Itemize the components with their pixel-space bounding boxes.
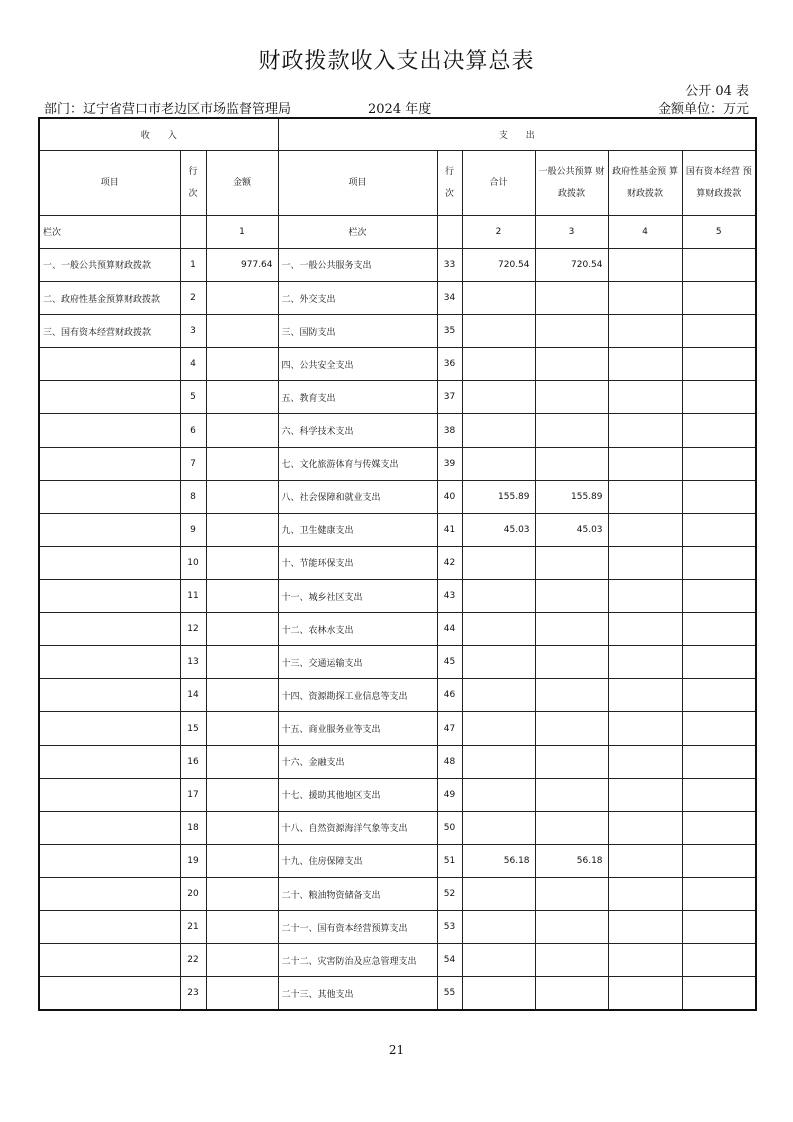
state-capital-cell bbox=[682, 580, 756, 613]
income-item-cell bbox=[39, 778, 180, 811]
gov-fund-cell bbox=[608, 513, 682, 546]
gov-fund-cell bbox=[608, 811, 682, 844]
column-number: 2 bbox=[462, 215, 535, 248]
state-capital-cell bbox=[682, 844, 756, 877]
expense-total-cell bbox=[462, 911, 535, 944]
income-amount-cell bbox=[206, 911, 278, 944]
expense-row-no-cell: 46 bbox=[437, 679, 462, 712]
income-item-cell bbox=[39, 546, 180, 579]
gov-fund-cell bbox=[608, 348, 682, 381]
income-amount-cell bbox=[206, 282, 278, 315]
state-capital-cell bbox=[682, 911, 756, 944]
gov-fund-cell bbox=[608, 878, 682, 911]
gov-fund-cell bbox=[608, 679, 682, 712]
fiscal-appropriation-table bbox=[38, 117, 757, 1011]
income-section-header: 收 入 bbox=[39, 118, 278, 150]
column-blank-cell bbox=[180, 215, 206, 248]
general-budget-cell: 155.89 bbox=[535, 480, 608, 513]
state-capital-header: 国有资本经营 预算财政拨款 bbox=[682, 150, 756, 215]
income-amount-cell bbox=[206, 315, 278, 348]
general-budget-cell bbox=[535, 778, 608, 811]
income-item-cell bbox=[39, 944, 180, 977]
table-row bbox=[39, 944, 756, 977]
general-budget-cell bbox=[535, 546, 608, 579]
state-capital-cell bbox=[682, 414, 756, 447]
state-capital-cell bbox=[682, 878, 756, 911]
expense-total-cell bbox=[462, 679, 535, 712]
income-row-no-cell: 20 bbox=[180, 878, 206, 911]
income-row-no-cell: 23 bbox=[180, 977, 206, 1010]
income-amount-cell bbox=[206, 447, 278, 480]
general-budget-cell: 56.18 bbox=[535, 844, 608, 877]
expense-total-cell bbox=[462, 580, 535, 613]
gov-fund-cell bbox=[608, 480, 682, 513]
expense-total-cell bbox=[462, 944, 535, 977]
expense-total-cell bbox=[462, 613, 535, 646]
expense-row-no-cell: 38 bbox=[437, 414, 462, 447]
gov-fund-cell bbox=[608, 844, 682, 877]
gov-fund-cell bbox=[608, 646, 682, 679]
expense-item-cell: 七、文化旅游体育与传媒支出 bbox=[278, 447, 437, 480]
income-item-cell: 二、政府性基金预算财政拨款 bbox=[39, 282, 180, 315]
general-budget-cell bbox=[535, 944, 608, 977]
gov-fund-header: 政府性基金预 算财政拨款 bbox=[608, 150, 682, 215]
expense-row-no-cell: 55 bbox=[437, 977, 462, 1010]
table-row bbox=[39, 282, 756, 315]
general-budget-cell bbox=[535, 447, 608, 480]
expense-row-no-cell: 45 bbox=[437, 646, 462, 679]
expense-total-cell: 56.18 bbox=[462, 844, 535, 877]
state-capital-cell bbox=[682, 546, 756, 579]
expense-total-cell bbox=[462, 878, 535, 911]
table-row bbox=[39, 580, 756, 613]
general-budget-cell bbox=[535, 679, 608, 712]
expense-row-no-cell: 49 bbox=[437, 778, 462, 811]
expense-row-no-cell: 33 bbox=[437, 248, 462, 281]
expense-row-no-cell: 44 bbox=[437, 613, 462, 646]
gov-fund-cell bbox=[608, 282, 682, 315]
expense-item-cell: 四、公共安全支出 bbox=[278, 348, 437, 381]
income-item-header: 项目 bbox=[39, 150, 180, 215]
general-budget-cell bbox=[535, 613, 608, 646]
table-row bbox=[39, 878, 756, 911]
income-amount-cell bbox=[206, 712, 278, 745]
table-row bbox=[39, 911, 756, 944]
gov-fund-cell bbox=[608, 315, 682, 348]
income-amount-cell bbox=[206, 513, 278, 546]
income-item-cell bbox=[39, 911, 180, 944]
expense-total-cell bbox=[462, 282, 535, 315]
column-number-row bbox=[39, 215, 756, 248]
expense-item-cell: 八、社会保障和就业支出 bbox=[278, 480, 437, 513]
table-row bbox=[39, 646, 756, 679]
table-row bbox=[39, 447, 756, 480]
expense-row-no-cell: 40 bbox=[437, 480, 462, 513]
expense-total-cell bbox=[462, 977, 535, 1010]
gov-fund-cell bbox=[608, 778, 682, 811]
table-row bbox=[39, 348, 756, 381]
state-capital-cell bbox=[682, 447, 756, 480]
general-budget-cell bbox=[535, 646, 608, 679]
expense-item-cell: 十一、城乡社区支出 bbox=[278, 580, 437, 613]
expense-item-cell: 九、卫生健康支出 bbox=[278, 513, 437, 546]
amount-unit: 金额单位：万元 bbox=[657, 102, 749, 117]
expense-item-cell: 二十、粮油物资储备支出 bbox=[278, 878, 437, 911]
income-amount-cell bbox=[206, 679, 278, 712]
expense-item-cell: 十五、商业服务业等支出 bbox=[278, 712, 437, 745]
general-budget-cell: 45.03 bbox=[535, 513, 608, 546]
income-item-cell bbox=[39, 646, 180, 679]
income-row-no-cell: 14 bbox=[180, 679, 206, 712]
table-row bbox=[39, 712, 756, 745]
expense-total-cell bbox=[462, 646, 535, 679]
form-number: 公开 04 表 bbox=[685, 84, 749, 99]
gov-fund-cell bbox=[608, 381, 682, 414]
state-capital-cell bbox=[682, 282, 756, 315]
table-row bbox=[39, 778, 756, 811]
general-budget-cell bbox=[535, 348, 608, 381]
table-row bbox=[39, 613, 756, 646]
income-row-no-cell: 5 bbox=[180, 381, 206, 414]
table-row bbox=[39, 679, 756, 712]
state-capital-cell bbox=[682, 613, 756, 646]
general-budget-cell bbox=[535, 745, 608, 778]
income-item-cell bbox=[39, 811, 180, 844]
general-budget-cell bbox=[535, 712, 608, 745]
income-amount-cell bbox=[206, 546, 278, 579]
income-amount-cell bbox=[206, 944, 278, 977]
income-row-no-cell: 7 bbox=[180, 447, 206, 480]
expense-total-cell bbox=[462, 414, 535, 447]
table-row bbox=[39, 546, 756, 579]
income-item-cell: 三、国有资本经营财政拨款 bbox=[39, 315, 180, 348]
expense-row-no-cell: 51 bbox=[437, 844, 462, 877]
expense-item-cell: 三、国防支出 bbox=[278, 315, 437, 348]
expense-total-cell: 720.54 bbox=[462, 248, 535, 281]
state-capital-cell bbox=[682, 248, 756, 281]
expense-item-cell: 十二、农林水支出 bbox=[278, 613, 437, 646]
gov-fund-cell bbox=[608, 977, 682, 1010]
gov-fund-cell bbox=[608, 546, 682, 579]
table-body bbox=[39, 118, 756, 1010]
expense-item-cell: 十三、交通运输支出 bbox=[278, 646, 437, 679]
income-row-no-cell: 15 bbox=[180, 712, 206, 745]
state-capital-cell bbox=[682, 811, 756, 844]
general-budget-cell bbox=[535, 977, 608, 1010]
income-row-no-cell: 11 bbox=[180, 580, 206, 613]
general-budget-cell: 720.54 bbox=[535, 248, 608, 281]
page-number: 21 bbox=[388, 1043, 405, 1057]
general-budget-cell bbox=[535, 911, 608, 944]
expense-item-cell: 二十二、灾害防治及应急管理支出 bbox=[278, 944, 437, 977]
expense-row-no-cell: 47 bbox=[437, 712, 462, 745]
department-label: 部门：辽宁省营口市老边区市场监督管理局 bbox=[44, 102, 292, 117]
income-item-cell bbox=[39, 513, 180, 546]
income-item-cell bbox=[39, 381, 180, 414]
expense-total-cell bbox=[462, 778, 535, 811]
fiscal-year: 2024 年度 bbox=[368, 102, 432, 117]
income-amount-cell bbox=[206, 480, 278, 513]
header-row-sections bbox=[39, 118, 756, 150]
income-row-no-cell: 10 bbox=[180, 546, 206, 579]
gov-fund-cell bbox=[608, 414, 682, 447]
expense-item-cell: 十六、金融支出 bbox=[278, 745, 437, 778]
income-item-cell bbox=[39, 348, 180, 381]
state-capital-cell bbox=[682, 381, 756, 414]
state-capital-cell bbox=[682, 679, 756, 712]
income-amount-cell bbox=[206, 381, 278, 414]
table-row bbox=[39, 811, 756, 844]
table-row bbox=[39, 745, 756, 778]
column-label-2: 栏次 bbox=[278, 215, 437, 248]
income-row-no-cell: 6 bbox=[180, 414, 206, 447]
income-item-cell bbox=[39, 613, 180, 646]
income-amount-cell bbox=[206, 348, 278, 381]
income-amount-cell bbox=[206, 414, 278, 447]
income-amount-cell bbox=[206, 646, 278, 679]
expense-item-cell: 十八、自然资源海洋气象等支出 bbox=[278, 811, 437, 844]
income-item-cell: 一、一般公共预算财政拨款 bbox=[39, 248, 180, 281]
state-capital-cell bbox=[682, 513, 756, 546]
income-row-no-cell: 12 bbox=[180, 613, 206, 646]
expense-row-no-cell: 53 bbox=[437, 911, 462, 944]
state-capital-cell bbox=[682, 348, 756, 381]
header-row-columns bbox=[39, 150, 756, 215]
expense-item-cell: 五、教育支出 bbox=[278, 381, 437, 414]
income-item-cell bbox=[39, 712, 180, 745]
general-budget-cell bbox=[535, 878, 608, 911]
table-row bbox=[39, 977, 756, 1010]
expense-row-no-cell: 41 bbox=[437, 513, 462, 546]
income-row-no-cell: 22 bbox=[180, 944, 206, 977]
table-row bbox=[39, 513, 756, 546]
state-capital-cell bbox=[682, 712, 756, 745]
expense-row-no-cell: 37 bbox=[437, 381, 462, 414]
expense-row-no-cell: 43 bbox=[437, 580, 462, 613]
income-row-no-cell: 18 bbox=[180, 811, 206, 844]
state-capital-cell bbox=[682, 315, 756, 348]
expense-total-cell bbox=[462, 447, 535, 480]
expense-item-cell: 六、科学技术支出 bbox=[278, 414, 437, 447]
income-row-no-header: 行 次 bbox=[180, 150, 206, 215]
expense-row-no-cell: 50 bbox=[437, 811, 462, 844]
general-budget-cell bbox=[535, 315, 608, 348]
expense-total-cell bbox=[462, 348, 535, 381]
expense-total-cell bbox=[462, 315, 535, 348]
income-row-no-cell: 21 bbox=[180, 911, 206, 944]
gov-fund-cell bbox=[608, 613, 682, 646]
state-capital-cell bbox=[682, 480, 756, 513]
gov-fund-cell bbox=[608, 248, 682, 281]
income-row-no-cell: 1 bbox=[180, 248, 206, 281]
income-item-cell bbox=[39, 480, 180, 513]
expense-total-cell: 155.89 bbox=[462, 480, 535, 513]
column-number: 4 bbox=[608, 215, 682, 248]
table-row bbox=[39, 480, 756, 513]
expense-row-no-cell: 39 bbox=[437, 447, 462, 480]
gov-fund-cell bbox=[608, 911, 682, 944]
column-number: 5 bbox=[682, 215, 756, 248]
expense-row-no-header: 行 次 bbox=[437, 150, 462, 215]
gov-fund-cell bbox=[608, 712, 682, 745]
income-item-cell bbox=[39, 580, 180, 613]
expense-total-cell bbox=[462, 745, 535, 778]
income-amount-cell bbox=[206, 844, 278, 877]
expense-row-no-cell: 42 bbox=[437, 546, 462, 579]
income-row-no-cell: 4 bbox=[180, 348, 206, 381]
income-item-cell bbox=[39, 878, 180, 911]
income-amount-cell bbox=[206, 977, 278, 1010]
total-header: 合计 bbox=[462, 150, 535, 215]
income-item-cell bbox=[39, 844, 180, 877]
income-row-no-cell: 8 bbox=[180, 480, 206, 513]
table-row bbox=[39, 381, 756, 414]
income-row-no-cell: 2 bbox=[180, 282, 206, 315]
income-row-no-cell: 16 bbox=[180, 745, 206, 778]
income-row-no-cell: 17 bbox=[180, 778, 206, 811]
income-item-cell bbox=[39, 679, 180, 712]
income-amount-cell bbox=[206, 811, 278, 844]
expense-total-cell bbox=[462, 381, 535, 414]
income-row-no-cell: 9 bbox=[180, 513, 206, 546]
expense-item-header: 项目 bbox=[278, 150, 437, 215]
expense-section-header: 支 出 bbox=[278, 118, 756, 150]
gov-fund-cell bbox=[608, 745, 682, 778]
expense-item-cell: 十、节能环保支出 bbox=[278, 546, 437, 579]
general-budget-cell bbox=[535, 811, 608, 844]
income-item-cell bbox=[39, 977, 180, 1010]
income-amount-cell: 977.64 bbox=[206, 248, 278, 281]
general-budget-cell bbox=[535, 381, 608, 414]
state-capital-cell bbox=[682, 944, 756, 977]
gov-fund-cell bbox=[608, 580, 682, 613]
income-amount-cell bbox=[206, 580, 278, 613]
expense-item-cell: 十九、住房保障支出 bbox=[278, 844, 437, 877]
expense-total-cell bbox=[462, 546, 535, 579]
general-budget-cell bbox=[535, 282, 608, 315]
expense-item-cell: 十七、援助其他地区支出 bbox=[278, 778, 437, 811]
general-budget-cell bbox=[535, 414, 608, 447]
expense-row-no-cell: 35 bbox=[437, 315, 462, 348]
expense-item-cell: 二十三、其他支出 bbox=[278, 977, 437, 1010]
income-row-no-cell: 3 bbox=[180, 315, 206, 348]
expense-row-no-cell: 34 bbox=[437, 282, 462, 315]
income-item-cell bbox=[39, 447, 180, 480]
income-amount-cell bbox=[206, 745, 278, 778]
column-blank-cell bbox=[437, 215, 462, 248]
expense-total-cell bbox=[462, 811, 535, 844]
expense-item-cell: 一、一般公共服务支出 bbox=[278, 248, 437, 281]
gov-fund-cell bbox=[608, 944, 682, 977]
column-label: 栏次 bbox=[39, 215, 180, 248]
column-number: 3 bbox=[535, 215, 608, 248]
income-item-cell bbox=[39, 745, 180, 778]
state-capital-cell bbox=[682, 745, 756, 778]
table-row bbox=[39, 315, 756, 348]
income-item-cell bbox=[39, 414, 180, 447]
state-capital-cell bbox=[682, 778, 756, 811]
column-number: 1 bbox=[206, 215, 278, 248]
expense-item-cell: 二、外交支出 bbox=[278, 282, 437, 315]
table-row bbox=[39, 414, 756, 447]
expense-row-no-cell: 36 bbox=[437, 348, 462, 381]
expense-total-cell bbox=[462, 712, 535, 745]
table-row bbox=[39, 248, 756, 281]
general-budget-header: 一般公共预算 财政拨款 bbox=[535, 150, 608, 215]
income-row-no-cell: 13 bbox=[180, 646, 206, 679]
expense-row-no-cell: 52 bbox=[437, 878, 462, 911]
income-amount-cell bbox=[206, 613, 278, 646]
income-amount-cell bbox=[206, 778, 278, 811]
amount-header: 金额 bbox=[206, 150, 278, 215]
state-capital-cell bbox=[682, 646, 756, 679]
expense-total-cell: 45.03 bbox=[462, 513, 535, 546]
expense-item-cell: 十四、资源勘探工业信息等支出 bbox=[278, 679, 437, 712]
expense-item-cell: 二十一、国有资本经营预算支出 bbox=[278, 911, 437, 944]
expense-row-no-cell: 48 bbox=[437, 745, 462, 778]
gov-fund-cell bbox=[608, 447, 682, 480]
general-budget-cell bbox=[535, 580, 608, 613]
page-title: 财政拨款收入支出决算总表 bbox=[258, 49, 535, 74]
table-row bbox=[39, 844, 756, 877]
income-amount-cell bbox=[206, 878, 278, 911]
income-row-no-cell: 19 bbox=[180, 844, 206, 877]
state-capital-cell bbox=[682, 977, 756, 1010]
expense-row-no-cell: 54 bbox=[437, 944, 462, 977]
